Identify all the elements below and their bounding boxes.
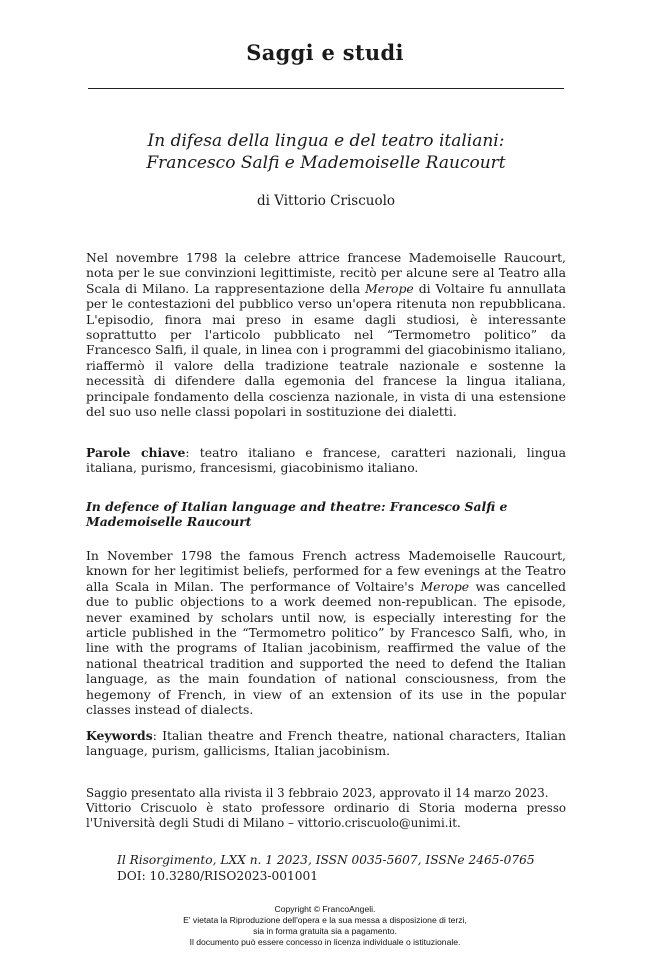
copyright-line3: sia in forma gratuita sia a pagamento.: [253, 926, 397, 936]
journal-citation: Il Risorgimento, LXX n. 1 2023, ISSN 0035-5607, ISSNe 2465-0765: [117, 853, 535, 867]
article-title-line2: Francesco Salfi e Mademoiselle Raucourt: [146, 153, 506, 173]
keywords-english: [86, 728, 566, 759]
abstract-it-italic: Merope: [365, 280, 414, 296]
article-title-line1: In difesa della lingua e del teatro italiani:: [147, 131, 505, 151]
copyright-line1: Copyright © FrancoAngeli.: [274, 904, 376, 914]
abstract-it-text-1: Nel novembre 1798 la celebre attrice francese Mademoiselle Raucourt, nota per le sue convinzioni legittimiste, recitò per alcune sere al Teatro alla Scala di Milano. La rappresentazione della: [86, 250, 566, 296]
copyright-notice: [0, 904, 650, 948]
journal-doi: DOI: 10.3280/RISO2023-001001: [117, 868, 319, 883]
copyright-line2: E' vietata la Riproduzione dell'opera e la sua messa a disposizione di terzi,: [183, 915, 467, 925]
keywords-it-text: : teatro italiano e francese, caratteri nazionali, lingua italiana, purismo, francesismi, giacobinismo italiano.: [86, 445, 566, 476]
abstract-english: [86, 548, 566, 717]
submission-line2: Vittorio Criscuolo è stato professore ordinario di Storia moderna presso l'Università degli Studi di Milano – vittorio.criscuolo@unimi.it.: [86, 801, 566, 830]
keywords-italian: [86, 445, 566, 476]
section-title: Saggi e studi: [246, 40, 404, 65]
keywords-en-label: Keywords: [86, 728, 153, 743]
author-byline: di Vittorio Criscuolo: [256, 193, 396, 209]
abstract-en-italic: Merope: [420, 578, 470, 594]
submission-note: [86, 786, 566, 831]
abstract-en-text-1: In November 1798 the famous French actress Mademoiselle Raucourt, known for her legitimist beliefs, performed for a few evenings at the Teatro alla Scala in Milan. The performance of Voltaire's: [86, 548, 566, 594]
article-title: [88, 130, 564, 174]
keywords-en-text: : Italian theatre and French theatre, national characters, Italian language, purism, gallicisms, Italian jacobinism.: [86, 728, 566, 759]
header-rule: [88, 88, 564, 89]
copyright-line4: Il documento può essere concesso in licenza individuale o istituzionale.: [189, 937, 461, 947]
keywords-it-label: Parole chiave: [86, 445, 186, 460]
journal-info: [117, 853, 535, 884]
english-title: In defence of Italian language and theatre: Francesco Salfi e Mademoiselle Raucourt: [86, 499, 508, 530]
abstract-en-text-2: was cancelled due to public objections to a work deemed non-republican. The episode, never examined by scholars until now, is especially interesting for the article published in the “Termometro politico” by Francesco Salfi, who, in line with the programs of Italian jacobinism, reaffirmed the value of the national theatrical tradition and supported the need to defend the Italian language, as the main foundation of national consciousness, from the hegemony of French, in view of an extension of its use in the popular classes instead of dialects.: [86, 578, 566, 718]
abstract-italian: [86, 250, 566, 419]
submission-line1: Saggio presentato alla rivista il 3 febbraio 2023, approvato il 14 marzo 2023.: [86, 786, 549, 800]
abstract-it-text-2: di Voltaire fu annullata per le contestazioni del pubblico verso un'opera ritenuta non repubblicana. L'episodio, finora mai preso in esame dagli studiosi, è interessante soprattutto per l'articolo pubblicato nel “Termometro politico” da Francesco Salfi, il quale, in linea con i programmi del giacobinismo italiano, riaffermò il valore della tradizione teatrale nazionale e sostenne la necessità di difendere dalla egemonia del francese la lingua italiana, principale fondamento della coscienza nazionale, in vista di una estensione del suo uso nelle classi popolari in sostituzione dei dialetti.: [86, 280, 566, 420]
